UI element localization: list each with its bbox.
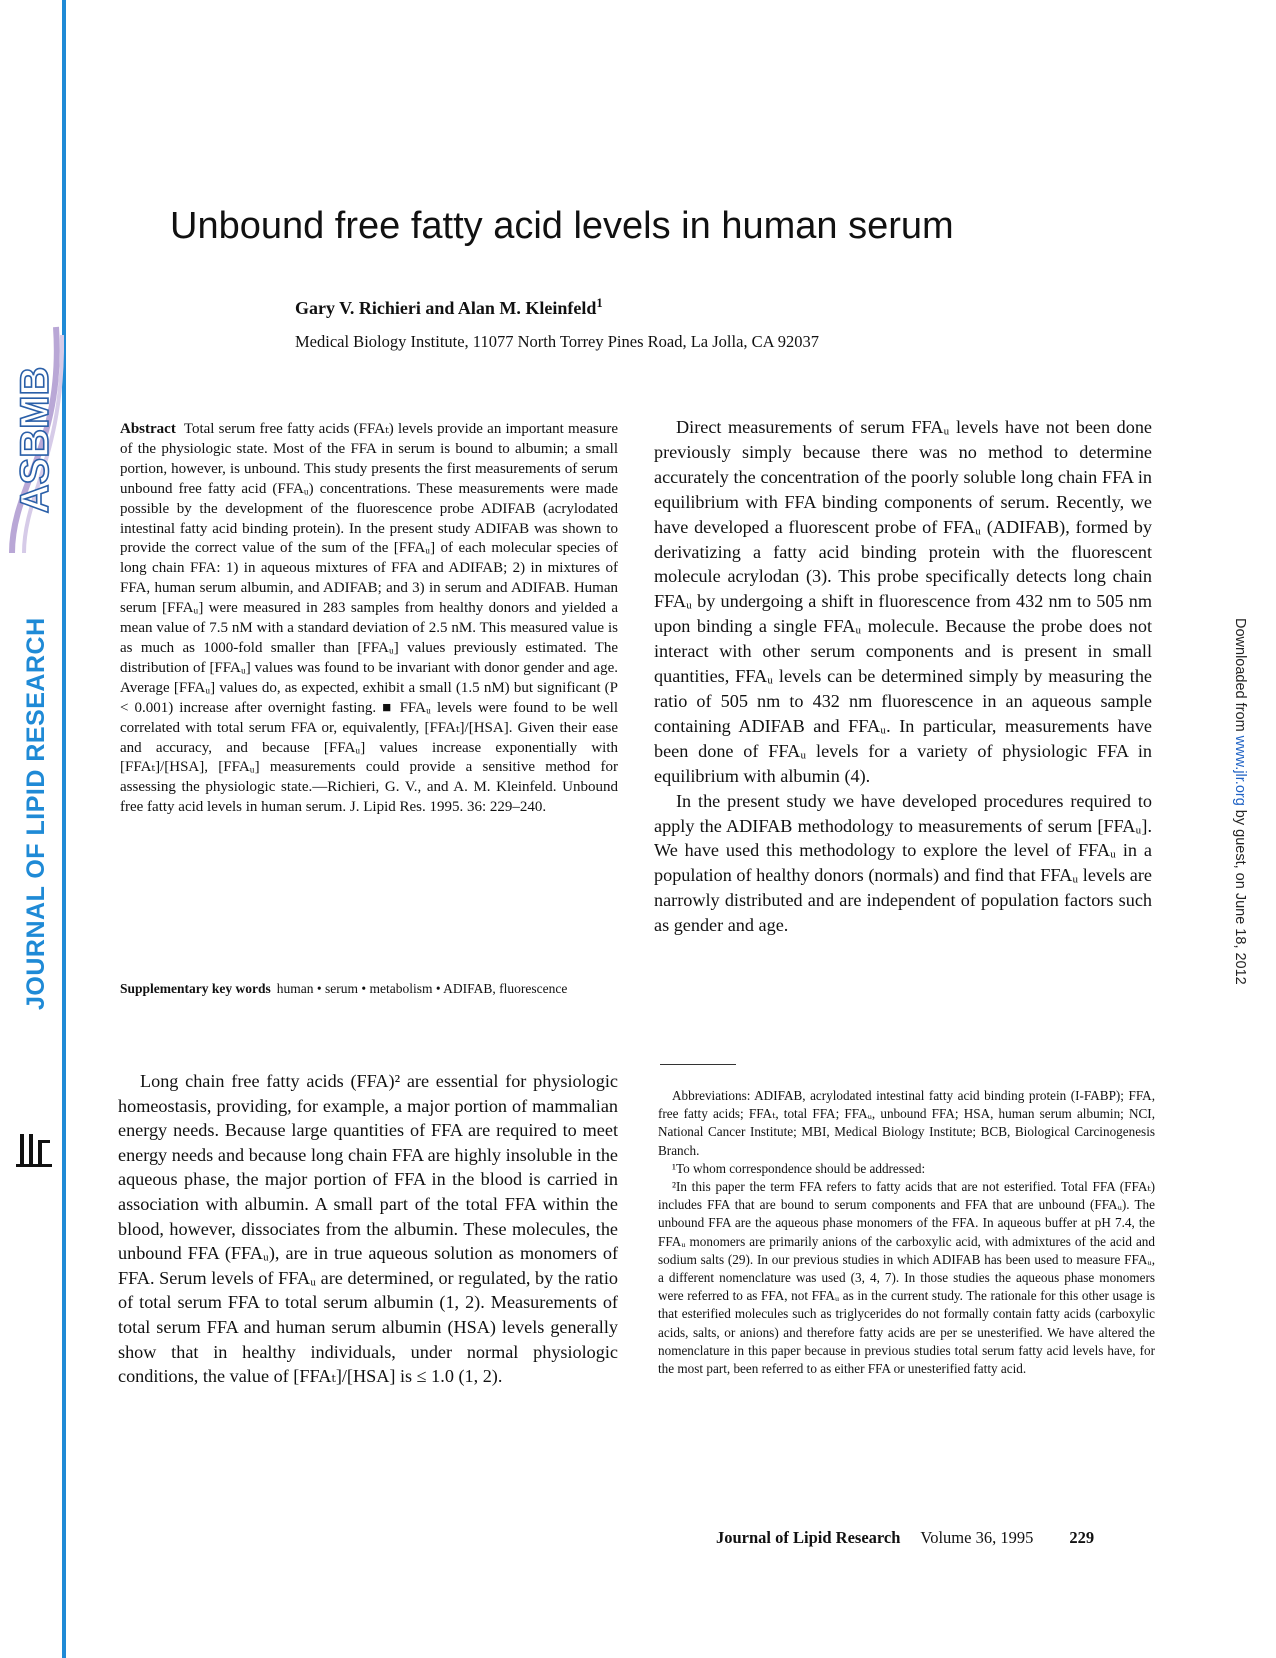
intro-column bbox=[118, 1069, 618, 1389]
page-footer: Journal of Lipid Research Volume 36, 1995 229 bbox=[716, 1528, 1095, 1547]
sidebar-rule bbox=[62, 0, 66, 1658]
affiliation: Medical Biology Institute, 11077 North Torrey Pines Road, La Jolla, CA 92037 bbox=[295, 332, 820, 351]
paragraph-direct-measurements: Direct measurements of serum FFAᵤ levels have not been done previously simply because there was no method to determine accurately the concentration of the poorly soluble long chain FFA in equilibrium with FFA binding components of serum. Recently, we have developed a fluorescent probe of FFAᵤ (ADIFAB), formed by derivatizing a fatty acid binding protein with the fluorescent molecule acrylodan (3). This probe specifically detects long chain FFAᵤ by undergoing a shift in fluorescence from 432 nm to 505 nm upon binding a single FFAᵤ molecule. Because the probe does not interact with other serum components and is present in small quantities, FFAᵤ levels can be determined simply by measuring the ratio of 505 nm to 432 nm fluorescence in an aqueous sample containing ADIFAB and FFAᵤ. In particular, measurements have been done of FFAᵤ levels for a variety of physiologic FFA in equilibrium with albumin (4). bbox=[654, 417, 1152, 786]
footnote-abbreviations: Abbreviations: ADIFAB, acrylodated intestinal fatty acid binding protein (I-FABP); FFA, free fatty acids; FFAₜ, total FFA; FFAᵤ, unbound FFA; HSA, human serum albumin; NCI, National Cancer Institute; MBI, Medical Biology Institute; BCB, Biological Carcinogenesis Branch. bbox=[658, 1088, 1155, 1158]
key-words: Supplementary key words human • serum • metabolism • ADIFAB, fluorescence bbox=[120, 981, 568, 996]
journal-vertical-title: JOURNAL OF LIPID RESEARCH bbox=[22, 617, 50, 1010]
paragraph-present-study: In the present study we have developed procedures required to apply the ADIFAB methodology to measurements of serum [FFAᵤ]. We have used this methodology to explore the level of FFAᵤ in a population of healthy donors (normals) and find that FFAᵤ levels are narrowly distributed and are independent of population factors such as gender and age. bbox=[654, 790, 1152, 936]
footnote-2: ²In this paper the term FFA refers to fatty acids that are not esterified. Total FFA (FFAₜ) includes FFA that are bound to serum components and FFA that are unbound (FFAᵤ). The unbound FFA are the aqueous phase monomers of the FFA. In aqueous buffer at pH 7.4, the FFAᵤ monomers are primarily anions of the carboxylic acid, with admixtures of the acid and sodium salts (29). In our previous studies in which ADIFAB has been used to measure FFAᵤ, a different nomenclature was used (3, 4, 7). In those studies the aqueous phase monomers were referred to as FFA, not FFAᵤ as in the current study. The rationale for this other usage is that esterified molecules such as triglycerides do not formally contain fatty acids (carboxylic acids, salts, or anions) and therefore fatty acids are per se unesterified. We have altered the nomenclature in this paper because in previous studies total serum fatty acid levels have, for the most part, been referred to as either FFA or unesterified fatty acid. bbox=[658, 1179, 1155, 1377]
abstract-label: Abstract bbox=[120, 421, 176, 437]
right-column-text bbox=[654, 415, 1152, 938]
intro-paragraph: Long chain free fatty acids (FFA)² are essential for physiologic homeostasis, providing, for example, a major portion of mammalian energy needs. Because large quantities of FFA are required to meet energy needs and because long chain FFA are highly insoluble in the aqueous phase, the major portion of FFA in the blood is carried in association with albumin. A small part of the total FFA within the blood, however, dissociates from the albumin. These molecules, the unbound FFA (FFAᵤ), are in true aqueous solution as monomers of FFA. Serum levels of FFAᵤ are determined, or regulated, by the ratio of total serum FFA to total serum albumin (1, 2). Measurements of total serum FFA and human serum albumin (HSA) levels generally show that in healthy individuals, under normal physiologic conditions, the value of [FFAₜ]/[HSA] is ≤ 1.0 (1, 2). bbox=[118, 1071, 618, 1387]
footnote-1: ¹To whom correspondence should be addressed: bbox=[672, 1160, 926, 1176]
page-number: 229 bbox=[1069, 1528, 1095, 1547]
authors: Gary V. Richieri and Alan M. Kleinfeld$^1$ bbox=[295, 296, 603, 318]
asbmb-logo bbox=[4, 325, 64, 555]
jlr-logo-icon bbox=[14, 1130, 54, 1170]
footnote-divider bbox=[660, 1064, 736, 1065]
article-title: Unbound free fatty acid levels in human serum bbox=[170, 205, 954, 247]
download-note: Downloaded from www.jlr.org by guest, on June 18, 2012 bbox=[1232, 618, 1248, 985]
abstract bbox=[120, 420, 618, 818]
footnotes bbox=[658, 1087, 1155, 1378]
abstract-text: Total serum free fatty acids (FFAₜ) levels provide an important measure of the physiologic state. Most of the FFA in serum is bound to albumin; a small portion, however, is unbound. This study presents the first measurements of serum unbound free fatty acid (FFAᵤ) concentrations. These measurements were made possible by the development of the fluorescence probe ADIFAB (acrylodated intestinal fatty acid binding protein). In the present study ADIFAB was shown to provide the correct value of the sum of the [FFAᵤ] of each molecular species of long chain FFA: 1) in aqueous mixtures of FFA and ADIFAB; 2) in mixtures of FFA, human serum albumin, and ADIFAB; and 3) in serum and ADIFAB. Human serum [FFAᵤ] were measured in 283 samples from healthy donors and yielded a mean value of 7.5 nM with a standard deviation of 2.5 nM. This measured value is as much as 1000-fold smaller than [FFAᵤ] values previously estimated. The distribution of [FFAᵤ] values was found to be invariant with donor gender and age. Average [FFAᵤ] values do, as expected, exhibit a small (1.5 nM) but significant (P < 0.001) increase after overnight fasting. ■ FFAᵤ levels were found to be well correlated with total serum FFA or, equivalently, [FFAₜ]/[HSA]. Given their ease and accuracy, and because [FFAᵤ] values increase exponentially with [FFAₜ]/[HSA], [FFAᵤ] measurements could provide a sensitive method for assessing the physiologic state.—Richieri, G. V., and A. M. Kleinfeld. Unbound free fatty acid levels in human serum. J. Lipid Res. 1995. 36: 229–240. bbox=[120, 421, 618, 816]
jlr-site-link[interactable]: www.jlr.org bbox=[1232, 735, 1248, 806]
asbmb-logo-text: ASBMB bbox=[13, 366, 57, 514]
